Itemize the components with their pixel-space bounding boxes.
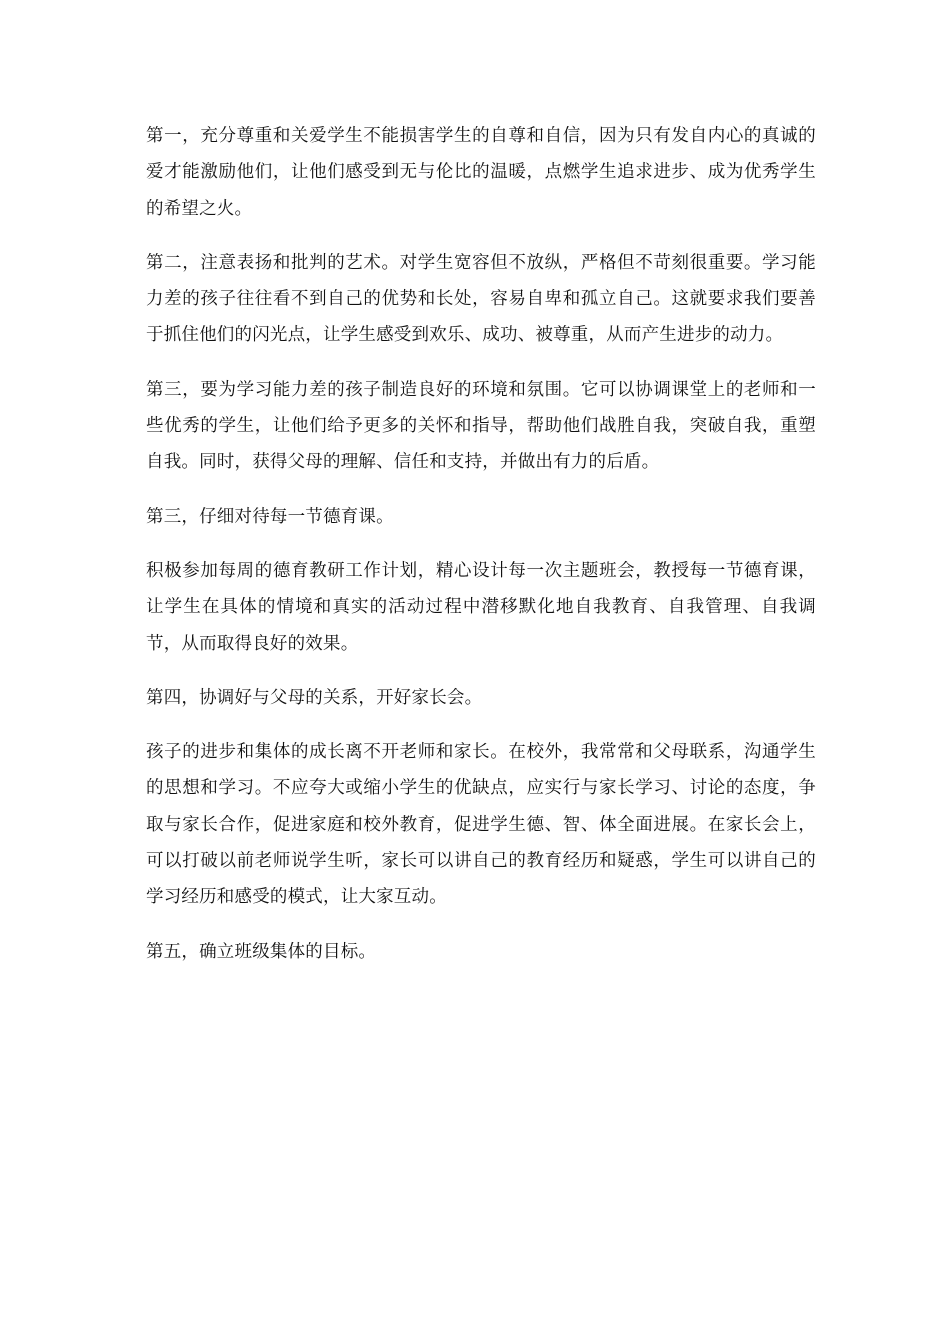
paragraph-7: 孩子的进步和集体的成长离不开老师和家长。在校外，我常常和父母联系，沟通学生的思想和学习。不应夸大或缩小学生的优缺点，应实行与家长学习、讨论的态度，争取与家长合作，促进家庭和校外教育，促进学生德、智、体全面进展。在家长会上，可以打破以前老师说学生听，家长可以讲自己的教育经历和疑惑，学生可以讲自己的学习经历和感受的模式，让大家互动。 [146, 742, 816, 908]
paragraph-3: 第三，要为学习能力差的孩子制造良好的环境和氛围。它可以协调课堂上的老师和一些优秀的学生，让他们给予更多的关怀和指导，帮助他们战胜自我，突破自我，重塑自我。同时，获得父母的理解、信任和支持，并做出有力的后盾。 [146, 379, 816, 473]
paragraph-6: 第四，协调好与父母的关系，开好家长会。 [146, 687, 483, 708]
document-body [146, 118, 816, 988]
paragraph-8: 第五，确立班级集体的目标。 [146, 941, 377, 962]
paragraph-1: 第一，充分尊重和关爱学生不能损害学生的自尊和自信，因为只有发自内心的真诚的爱才能激励他们，让他们感受到无与伦比的温暖，点燃学生追求进步、成为优秀学生的希望之火。 [146, 126, 816, 219]
paragraph-4: 第三，仔细对待每一节德育课。 [146, 506, 394, 527]
paragraph-5: 积极参加每周的德育教研工作计划，精心设计每一次主题班会，教授每一节德育课，让学生在具体的情境和真实的活动过程中潜移默化地自我教育、自我管理、自我调节，从而取得良好的效果。 [146, 560, 816, 654]
paragraph-2: 第二，注意表扬和批判的艺术。对学生宽容但不放纵，严格但不苛刻很重要。学习能力差的孩子往往看不到自己的优势和长处，容易自卑和孤立自己。这就要求我们要善于抓住他们的闪光点，让学生感受到欢乐、成功、被尊重，从而产生进步的动力。 [146, 252, 816, 346]
